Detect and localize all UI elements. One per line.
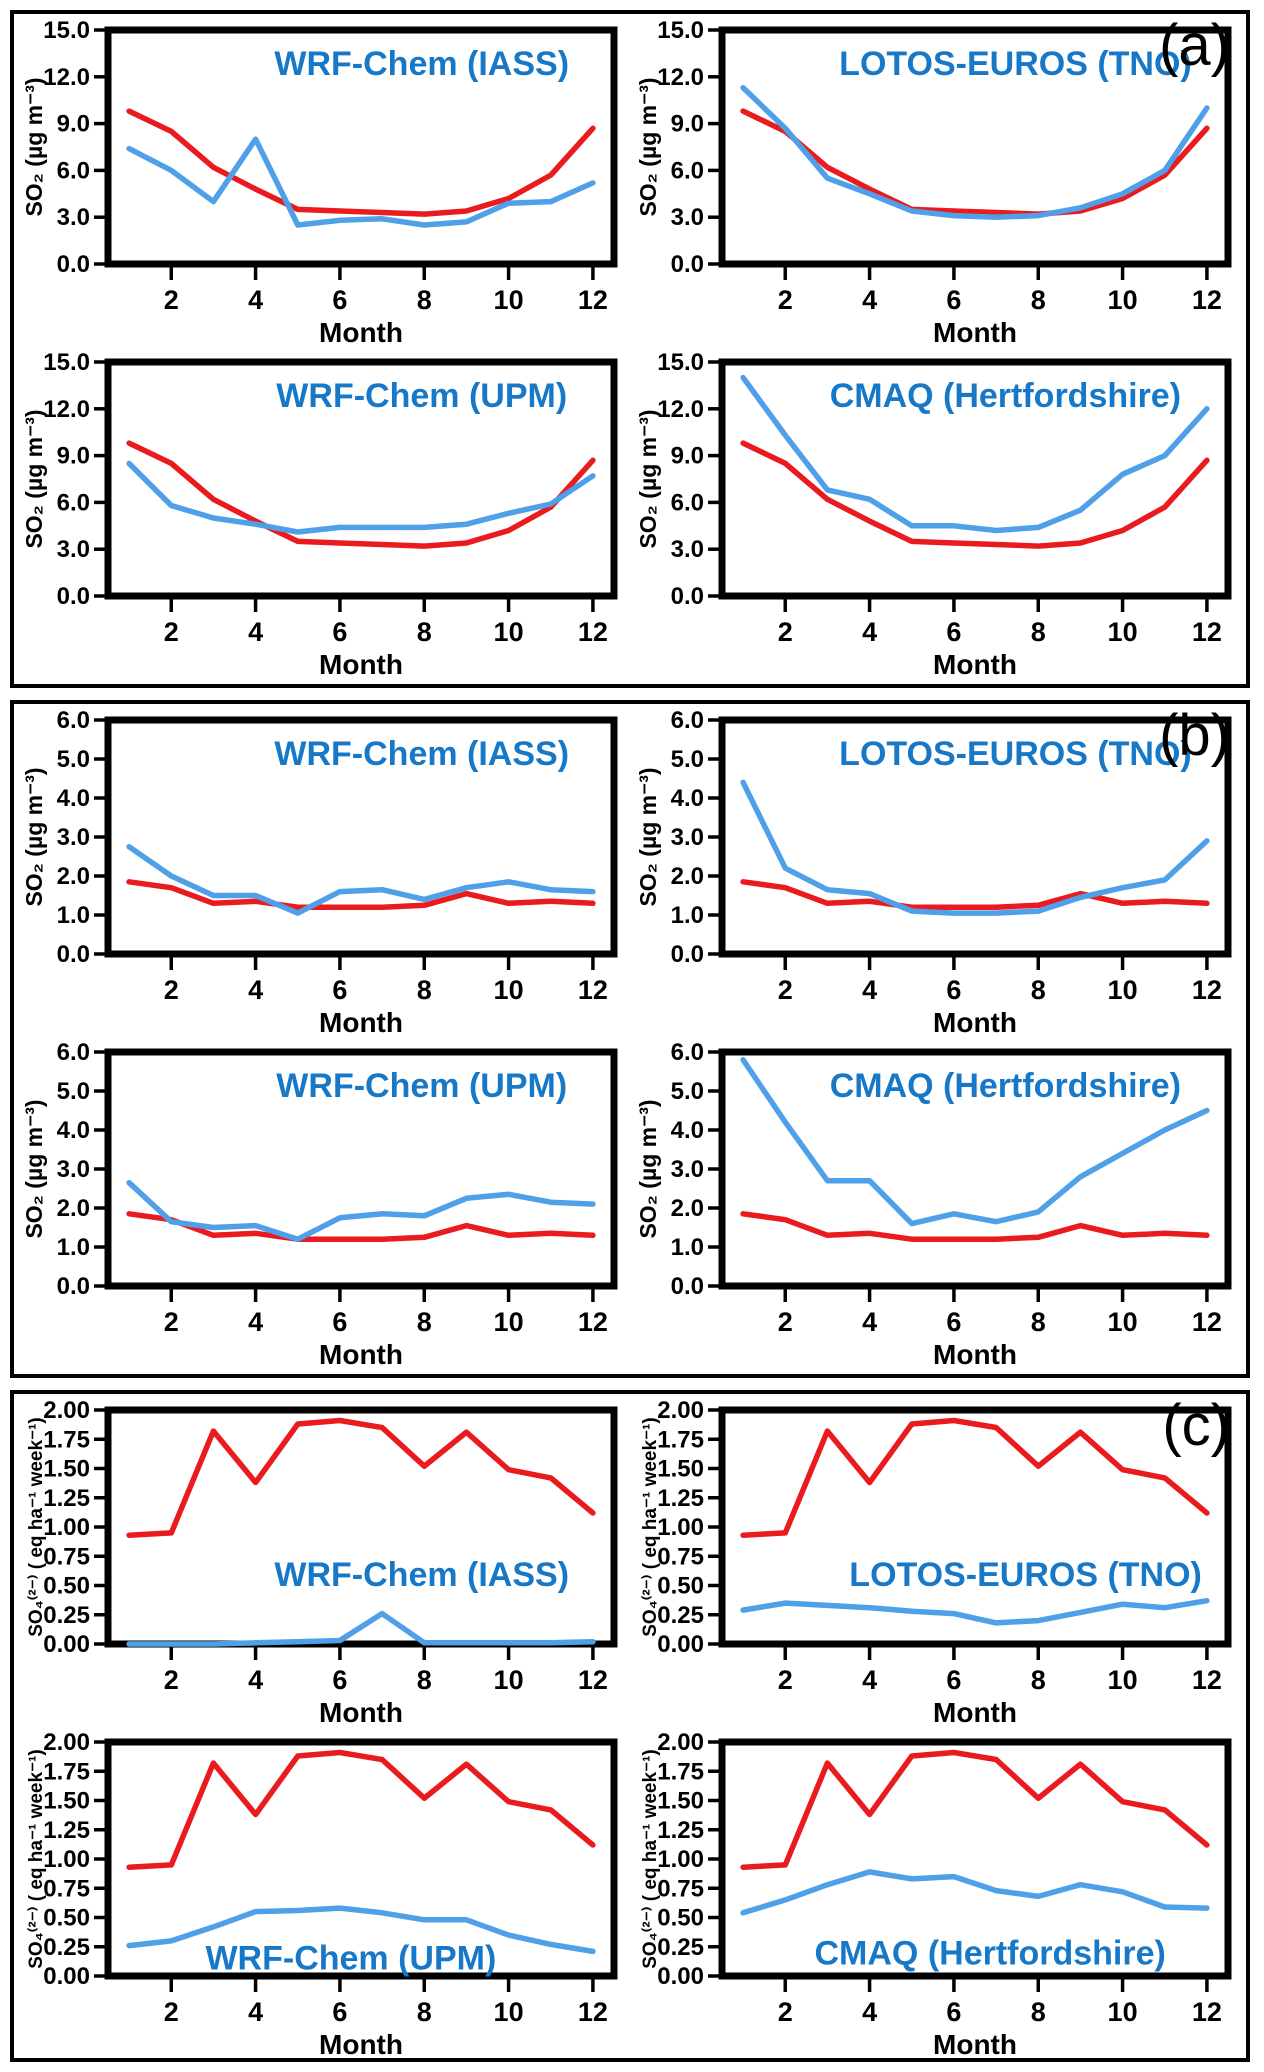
- x-tick-label: 6: [332, 1997, 348, 2027]
- y-tick-label: 9.0: [670, 442, 704, 470]
- x-tick-label: 2: [777, 1997, 793, 2027]
- x-axis-label: Month: [933, 1007, 1017, 1038]
- observed-line: [129, 1421, 593, 1536]
- x-tick-label: 4: [862, 285, 878, 315]
- x-tick-label: 12: [577, 1307, 608, 1337]
- y-tick-label: 0.00: [43, 1963, 90, 1990]
- x-axis-label: Month: [933, 317, 1017, 348]
- y-tick-label: 2.0: [670, 1195, 704, 1222]
- x-tick-label: 8: [1030, 975, 1046, 1005]
- panel-b-label: (b): [1159, 703, 1230, 768]
- y-tick-label: 1.75: [657, 1426, 704, 1454]
- x-tick-label: 2: [163, 1307, 179, 1337]
- y-tick-label: 1.50: [43, 1787, 90, 1815]
- x-tick-label: 4: [248, 1307, 264, 1337]
- plot-border: [108, 1410, 614, 1644]
- chart-svg: [630, 706, 1244, 1038]
- y-tick-label: 0.0: [56, 1273, 90, 1300]
- y-tick-label: 6.0: [670, 1039, 704, 1066]
- model-line: [129, 1614, 593, 1644]
- x-axis-label: Month: [933, 2029, 1017, 2060]
- x-tick-label: 6: [946, 285, 962, 315]
- y-tick-label: 4.0: [670, 1117, 704, 1144]
- x-tick-label: 4: [862, 975, 878, 1005]
- x-axis-label: Month: [319, 1007, 403, 1038]
- y-tick-label: 15.0: [43, 17, 90, 44]
- y-axis-label: SO₄⁽²⁻⁾ ( eq ha⁻¹ week⁻¹): [640, 1417, 661, 1637]
- y-tick-label: 5.0: [670, 746, 704, 773]
- y-tick-label: 0.75: [43, 1875, 90, 1903]
- y-tick-label: 0.00: [657, 1963, 704, 1990]
- y-tick-label: 1.75: [657, 1758, 704, 1786]
- y-tick-label: 4.0: [56, 1117, 90, 1144]
- x-tick-label: 10: [1107, 1997, 1138, 2027]
- x-tick-label: 10: [1107, 285, 1138, 315]
- x-tick-label: 8: [416, 617, 432, 647]
- chart-b-wrf-chem-iass: [16, 706, 630, 1038]
- x-tick-label: 4: [248, 975, 264, 1005]
- y-axis-label: SO₂ (µg m⁻³): [635, 77, 661, 217]
- x-tick-label: 10: [493, 617, 524, 647]
- x-tick-label: 6: [332, 1665, 348, 1695]
- y-tick-label: 0.25: [43, 1601, 90, 1629]
- panel-b-grid: [16, 706, 1244, 1370]
- x-tick-label: 12: [577, 1665, 608, 1695]
- chart-c-cmaq-hertfordshire: [630, 1728, 1244, 2060]
- x-tick-label: 8: [1030, 1665, 1046, 1695]
- y-tick-label: 2.0: [56, 863, 90, 890]
- x-tick-label: 8: [416, 1997, 432, 2027]
- y-tick-label: 1.00: [43, 1846, 90, 1873]
- y-axis-label: SO₂ (µg m⁻³): [635, 1099, 661, 1239]
- x-tick-label: 2: [777, 1307, 793, 1337]
- x-tick-label: 4: [248, 285, 264, 315]
- y-tick-label: 3.0: [56, 1156, 90, 1183]
- panel-a: [10, 10, 1250, 688]
- model-line: [743, 1601, 1207, 1623]
- y-tick-label: 12.0: [657, 63, 704, 91]
- y-axis-label: SO₂ (µg m⁻³): [21, 1099, 47, 1239]
- x-tick-label: 6: [332, 617, 348, 647]
- chart-svg: [630, 348, 1244, 680]
- x-tick-label: 8: [416, 975, 432, 1005]
- chart-b-lotos-euros-tno: [630, 706, 1244, 1038]
- x-tick-label: 2: [777, 975, 793, 1005]
- y-tick-label: 2.00: [43, 1729, 90, 1756]
- y-tick-label: 1.0: [670, 1234, 704, 1261]
- x-tick-label: 10: [493, 975, 524, 1005]
- y-tick-label: 6.0: [670, 489, 704, 517]
- y-tick-label: 15.0: [43, 349, 90, 376]
- y-tick-label: 6.0: [56, 489, 90, 517]
- x-tick-label: 6: [946, 1665, 962, 1695]
- y-tick-label: 9.0: [56, 442, 90, 470]
- y-tick-label: 15.0: [657, 349, 704, 376]
- y-tick-label: 0.00: [43, 1631, 90, 1658]
- chart-svg: [630, 1396, 1244, 1728]
- y-tick-label: 1.25: [43, 1816, 90, 1844]
- y-tick-label: 0.00: [657, 1631, 704, 1658]
- chart-svg: [16, 1728, 630, 2060]
- y-tick-label: 12.0: [43, 395, 90, 423]
- y-tick-label: 9.0: [56, 110, 90, 138]
- chart-title: LOTOS-EUROS (TNO): [839, 734, 1192, 773]
- x-tick-label: 2: [777, 1665, 793, 1695]
- y-tick-label: 0.75: [657, 1875, 704, 1903]
- y-tick-label: 2.0: [670, 863, 704, 890]
- x-tick-label: 12: [577, 1997, 608, 2027]
- chart-c-wrf-chem-upm: [16, 1728, 630, 2060]
- y-tick-label: 0.0: [670, 1273, 704, 1300]
- y-tick-label: 1.0: [56, 902, 90, 929]
- x-tick-label: 8: [1030, 617, 1046, 647]
- chart-svg: [630, 1038, 1244, 1370]
- y-tick-label: 3.0: [670, 1156, 704, 1183]
- x-tick-label: 6: [332, 975, 348, 1005]
- chart-title: WRF-Chem (IASS): [274, 44, 570, 83]
- x-tick-label: 2: [163, 1665, 179, 1695]
- x-tick-label: 8: [1030, 1997, 1046, 2027]
- y-tick-label: 3.0: [670, 204, 704, 232]
- y-tick-label: 2.0: [56, 1195, 90, 1222]
- x-tick-label: 6: [332, 285, 348, 315]
- x-tick-label: 12: [577, 975, 608, 1005]
- x-axis-label: Month: [319, 1697, 403, 1728]
- x-tick-label: 10: [1107, 975, 1138, 1005]
- panel-c-label: (c): [1162, 1393, 1230, 1458]
- observed-line: [129, 443, 593, 546]
- x-tick-label: 10: [493, 1307, 524, 1337]
- y-axis-label: SO₂ (µg m⁻³): [635, 409, 661, 549]
- x-axis-label: Month: [933, 1339, 1017, 1370]
- x-tick-label: 12: [1191, 975, 1222, 1005]
- y-tick-label: 0.25: [657, 1933, 704, 1961]
- x-tick-label: 2: [163, 617, 179, 647]
- y-tick-label: 6.0: [56, 707, 90, 734]
- y-tick-label: 3.0: [670, 824, 704, 851]
- y-tick-label: 6.0: [670, 157, 704, 185]
- y-tick-label: 9.0: [670, 110, 704, 138]
- chart-title: LOTOS-EUROS (TNO): [839, 44, 1192, 83]
- y-tick-label: 1.50: [43, 1455, 90, 1483]
- chart-svg: [16, 1396, 630, 1728]
- y-tick-label: 12.0: [43, 63, 90, 91]
- x-tick-label: 4: [248, 1997, 264, 2027]
- chart-a-lotos-euros-tno: [630, 16, 1244, 348]
- y-tick-label: 0.0: [670, 941, 704, 968]
- chart-title: CMAQ (Hertfordshire): [829, 376, 1182, 415]
- x-tick-label: 12: [1191, 1997, 1222, 2027]
- x-tick-label: 2: [163, 1997, 179, 2027]
- y-tick-label: 3.0: [56, 824, 90, 851]
- y-tick-label: 0.0: [670, 251, 704, 278]
- x-tick-label: 2: [777, 285, 793, 315]
- chart-svg: [16, 706, 630, 1038]
- x-tick-label: 10: [493, 1997, 524, 2027]
- y-axis-label: SO₄⁽²⁻⁾ ( eq ha⁻¹ week⁻¹): [640, 1749, 661, 1969]
- panel-b: [10, 700, 1250, 1378]
- x-tick-label: 10: [1107, 617, 1138, 647]
- x-tick-label: 2: [163, 975, 179, 1005]
- y-tick-label: 6.0: [670, 707, 704, 734]
- panel-a-grid: [16, 16, 1244, 680]
- y-tick-label: 5.0: [56, 746, 90, 773]
- y-tick-label: 1.25: [657, 1484, 704, 1512]
- chart-a-cmaq-hertfordshire: [630, 348, 1244, 680]
- y-tick-label: 3.0: [670, 536, 704, 564]
- chart-title: WRF-Chem (IASS): [274, 734, 570, 773]
- y-tick-label: 3.0: [56, 204, 90, 232]
- y-tick-label: 2.00: [657, 1397, 704, 1424]
- y-tick-label: 1.75: [43, 1426, 90, 1454]
- y-tick-label: 1.0: [670, 902, 704, 929]
- x-tick-label: 8: [1030, 1307, 1046, 1337]
- panel-c-grid: [16, 1396, 1244, 2060]
- observed-line: [129, 1753, 593, 1868]
- chart-title: WRF-Chem (UPM): [276, 376, 568, 415]
- chart-title: WRF-Chem (IASS): [274, 1555, 570, 1594]
- y-tick-label: 0.0: [56, 583, 90, 610]
- x-tick-label: 10: [1107, 1307, 1138, 1337]
- y-tick-label: 12.0: [657, 395, 704, 423]
- x-tick-label: 4: [862, 1307, 878, 1337]
- y-tick-label: 0.50: [43, 1904, 90, 1932]
- x-tick-label: 6: [946, 1307, 962, 1337]
- observed-line: [743, 1753, 1207, 1868]
- chart-svg: [16, 16, 630, 348]
- model-line: [743, 1872, 1207, 1913]
- y-axis-label: SO₄⁽²⁻⁾ ( eq ha⁻¹ week⁻¹): [26, 1749, 47, 1969]
- observed-line: [129, 111, 593, 214]
- y-tick-label: 0.50: [43, 1572, 90, 1600]
- x-tick-label: 12: [1191, 285, 1222, 315]
- y-tick-label: 4.0: [56, 785, 90, 812]
- x-tick-label: 10: [1107, 1665, 1138, 1695]
- y-tick-label: 1.75: [43, 1758, 90, 1786]
- y-tick-label: 0.0: [56, 941, 90, 968]
- y-tick-label: 5.0: [56, 1078, 90, 1105]
- chart-title: CMAQ (Hertfordshire): [814, 1934, 1166, 1973]
- x-axis-label: Month: [319, 2029, 403, 2060]
- x-tick-label: 2: [163, 285, 179, 315]
- y-tick-label: 0.50: [657, 1904, 704, 1932]
- observed-line: [743, 1421, 1207, 1536]
- chart-svg: [16, 1038, 630, 1370]
- y-tick-label: 15.0: [657, 17, 704, 44]
- y-tick-label: 6.0: [56, 1039, 90, 1066]
- x-tick-label: 8: [1030, 285, 1046, 315]
- y-tick-label: 2.00: [43, 1397, 90, 1424]
- x-tick-label: 8: [416, 1307, 432, 1337]
- y-tick-label: 0.75: [43, 1543, 90, 1571]
- y-tick-label: 3.0: [56, 536, 90, 564]
- x-axis-label: Month: [933, 649, 1017, 680]
- y-tick-label: 2.00: [657, 1729, 704, 1756]
- y-tick-label: 4.0: [670, 785, 704, 812]
- chart-title: WRF-Chem (UPM): [205, 1939, 497, 1978]
- y-tick-label: 0.25: [657, 1601, 704, 1629]
- y-tick-label: 1.0: [56, 1234, 90, 1261]
- x-axis-label: Month: [319, 317, 403, 348]
- chart-svg: [16, 348, 630, 680]
- chart-title: CMAQ (Hertfordshire): [829, 1066, 1182, 1105]
- y-tick-label: 1.25: [43, 1484, 90, 1512]
- chart-b-wrf-chem-upm: [16, 1038, 630, 1370]
- y-tick-label: 5.0: [670, 1078, 704, 1105]
- y-tick-label: 1.00: [43, 1514, 90, 1541]
- y-tick-label: 0.0: [56, 251, 90, 278]
- x-tick-label: 6: [946, 617, 962, 647]
- y-tick-label: 0.0: [670, 583, 704, 610]
- x-axis-label: Month: [933, 1697, 1017, 1728]
- x-tick-label: 10: [493, 1665, 524, 1695]
- x-tick-label: 4: [862, 617, 878, 647]
- y-axis-label: SO₂ (µg m⁻³): [21, 77, 47, 217]
- x-tick-label: 8: [416, 1665, 432, 1695]
- chart-svg: [630, 16, 1244, 348]
- x-tick-label: 2: [777, 617, 793, 647]
- y-tick-label: 6.0: [56, 157, 90, 185]
- x-tick-label: 12: [577, 617, 608, 647]
- y-tick-label: 1.50: [657, 1455, 704, 1483]
- chart-b-cmaq-hertfordshire: [630, 1038, 1244, 1370]
- y-tick-label: 0.75: [657, 1543, 704, 1571]
- y-axis-label: SO₄⁽²⁻⁾ ( eq ha⁻¹ week⁻¹): [26, 1417, 47, 1637]
- y-axis-label: SO₂ (µg m⁻³): [21, 767, 47, 907]
- y-axis-label: SO₂ (µg m⁻³): [635, 767, 661, 907]
- x-tick-label: 4: [862, 1997, 878, 2027]
- x-tick-label: 6: [332, 1307, 348, 1337]
- x-tick-label: 6: [946, 975, 962, 1005]
- y-tick-label: 0.25: [43, 1933, 90, 1961]
- x-tick-label: 4: [248, 617, 264, 647]
- chart-svg: [630, 1728, 1244, 2060]
- chart-c-wrf-chem-iass: [16, 1396, 630, 1728]
- panel-a-label: (a): [1159, 13, 1230, 78]
- panel-c: [10, 1390, 1250, 2062]
- x-tick-label: 12: [1191, 1665, 1222, 1695]
- y-tick-label: 1.00: [657, 1846, 704, 1873]
- x-tick-label: 12: [1191, 617, 1222, 647]
- y-axis-label: SO₂ (µg m⁻³): [21, 409, 47, 549]
- chart-a-wrf-chem-iass: [16, 16, 630, 348]
- chart-title: LOTOS-EUROS (TNO): [849, 1555, 1202, 1594]
- x-tick-label: 10: [493, 285, 524, 315]
- x-axis-label: Month: [319, 1339, 403, 1370]
- x-tick-label: 12: [577, 285, 608, 315]
- x-axis-label: Month: [319, 649, 403, 680]
- x-tick-label: 4: [248, 1665, 264, 1695]
- chart-a-wrf-chem-upm: [16, 348, 630, 680]
- chart-title: WRF-Chem (UPM): [276, 1066, 568, 1105]
- chart-c-lotos-euros-tno: [630, 1396, 1244, 1728]
- x-tick-label: 12: [1191, 1307, 1222, 1337]
- y-tick-label: 1.50: [657, 1787, 704, 1815]
- y-tick-label: 0.50: [657, 1572, 704, 1600]
- y-tick-label: 1.25: [657, 1816, 704, 1844]
- x-tick-label: 8: [416, 285, 432, 315]
- x-tick-label: 6: [946, 1997, 962, 2027]
- model-line: [743, 782, 1207, 913]
- x-tick-label: 4: [862, 1665, 878, 1695]
- y-tick-label: 1.00: [657, 1514, 704, 1541]
